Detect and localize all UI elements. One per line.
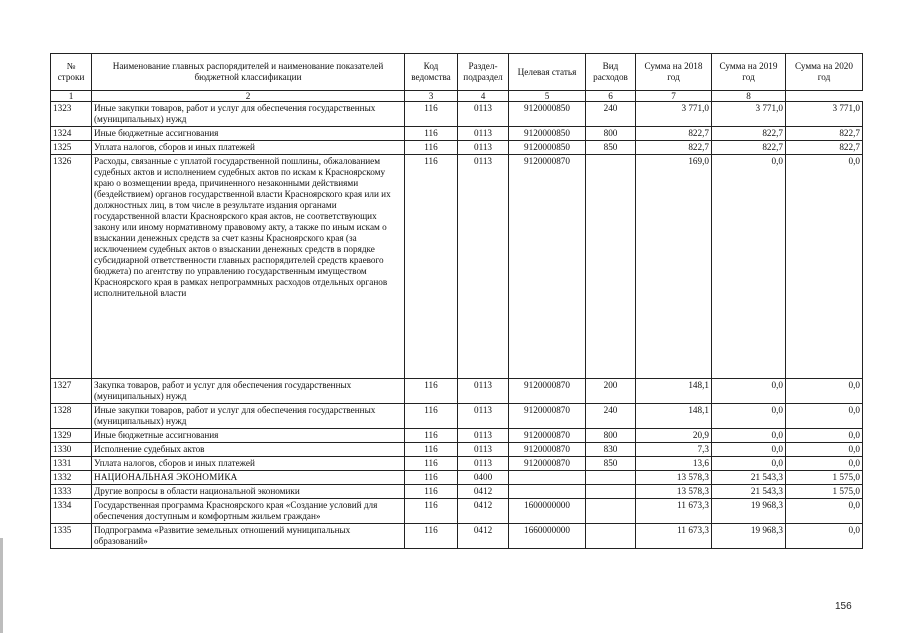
header-department-code: Код ведомства xyxy=(405,54,458,91)
row-name: Другие вопросы в области национальной экономики xyxy=(92,485,405,499)
row-sum-2018: 13 578,3 xyxy=(636,471,712,485)
row-sum-2018: 11 673,3 xyxy=(636,524,712,549)
row-sum-2020: 0,0 xyxy=(786,404,863,429)
row-target-article: 9120000870 xyxy=(509,457,586,471)
row-number: 1328 xyxy=(51,404,92,429)
row-number: 1327 xyxy=(51,379,92,404)
table-row xyxy=(51,499,863,524)
row-target-article: 1660000000 xyxy=(509,524,586,549)
row-sum-2018: 169,0 xyxy=(636,155,712,379)
row-section: 0113 xyxy=(458,404,509,429)
row-sum-2018: 13,6 xyxy=(636,457,712,471)
table-row xyxy=(51,155,863,379)
row-expense-type: 240 xyxy=(586,404,636,429)
row-sum-2019: 0,0 xyxy=(712,429,786,443)
table-row xyxy=(51,443,863,457)
row-section: 0412 xyxy=(458,485,509,499)
table-row xyxy=(51,485,863,499)
row-sum-2019: 19 968,3 xyxy=(712,499,786,524)
row-section: 0113 xyxy=(458,127,509,141)
row-name: Иные закупки товаров, работ и услуг для обеспечения государственных (муниципальных) нужд xyxy=(92,102,405,127)
row-department-code: 116 xyxy=(405,443,458,457)
table-row xyxy=(51,102,863,127)
row-sum-2019: 3 771,0 xyxy=(712,102,786,127)
row-number: 1332 xyxy=(51,471,92,485)
row-expense-type xyxy=(586,524,636,549)
header-sum-2019: Сумма на 2019 год xyxy=(712,54,786,91)
row-name: Уплата налогов, сборов и иных платежей xyxy=(92,141,405,155)
row-sum-2018: 148,1 xyxy=(636,404,712,429)
row-expense-type: 850 xyxy=(586,457,636,471)
row-sum-2018: 3 771,0 xyxy=(636,102,712,127)
row-section: 0113 xyxy=(458,429,509,443)
row-sum-2020: 1 575,0 xyxy=(786,471,863,485)
row-sum-2020: 0,0 xyxy=(786,499,863,524)
row-expense-type xyxy=(586,499,636,524)
row-department-code: 116 xyxy=(405,379,458,404)
row-name: Иные бюджетные ассигнования xyxy=(92,429,405,443)
row-sum-2020: 0,0 xyxy=(786,429,863,443)
row-sum-2018: 20,9 xyxy=(636,429,712,443)
row-sum-2019: 0,0 xyxy=(712,379,786,404)
row-section: 0113 xyxy=(458,457,509,471)
row-number: 1331 xyxy=(51,457,92,471)
row-target-article: 9120000870 xyxy=(509,155,586,379)
row-section: 0113 xyxy=(458,102,509,127)
row-department-code: 116 xyxy=(405,499,458,524)
table-row xyxy=(51,429,863,443)
row-sum-2020: 822,7 xyxy=(786,141,863,155)
row-section: 0113 xyxy=(458,443,509,457)
table-header-row xyxy=(51,54,863,91)
row-expense-type xyxy=(586,485,636,499)
row-section: 0412 xyxy=(458,524,509,549)
row-department-code: 116 xyxy=(405,155,458,379)
column-number: 1 xyxy=(51,91,92,102)
table-row xyxy=(51,524,863,549)
row-expense-type: 200 xyxy=(586,379,636,404)
row-number: 1325 xyxy=(51,141,92,155)
header-row-number: № строки xyxy=(51,54,92,91)
row-target-article: 9120000850 xyxy=(509,102,586,127)
row-target-article: 9120000870 xyxy=(509,443,586,457)
row-name: Иные закупки товаров, работ и услуг для обеспечения государственных (муниципальных) нужд xyxy=(92,404,405,429)
row-sum-2019: 0,0 xyxy=(712,457,786,471)
column-number: 7 xyxy=(636,91,712,102)
row-target-article xyxy=(509,471,586,485)
row-sum-2019: 822,7 xyxy=(712,141,786,155)
row-expense-type: 830 xyxy=(586,443,636,457)
row-target-article xyxy=(509,485,586,499)
row-sum-2018: 822,7 xyxy=(636,141,712,155)
row-section: 0412 xyxy=(458,499,509,524)
row-number: 1335 xyxy=(51,524,92,549)
header-sum-2018: Сумма на 2018 год xyxy=(636,54,712,91)
row-expense-type: 800 xyxy=(586,429,636,443)
header-expense-type: Вид расходов xyxy=(586,54,636,91)
row-expense-type: 850 xyxy=(586,141,636,155)
row-name: НАЦИОНАЛЬНАЯ ЭКОНОМИКА xyxy=(92,471,405,485)
row-sum-2020: 0,0 xyxy=(786,155,863,379)
row-section: 0113 xyxy=(458,155,509,379)
row-sum-2020: 0,0 xyxy=(786,457,863,471)
row-name: Государственная программа Красноярского края «Создание условий для обеспечения доступным и комфортным жильем граждан» xyxy=(92,499,405,524)
table-row xyxy=(51,457,863,471)
row-department-code: 116 xyxy=(405,471,458,485)
row-section: 0400 xyxy=(458,471,509,485)
column-number: 8 xyxy=(712,91,786,102)
row-expense-type: 800 xyxy=(586,127,636,141)
row-target-article: 9120000870 xyxy=(509,404,586,429)
row-name: Исполнение судебных актов xyxy=(92,443,405,457)
row-section: 0113 xyxy=(458,379,509,404)
row-number: 1326 xyxy=(51,155,92,379)
row-sum-2018: 822,7 xyxy=(636,127,712,141)
row-sum-2020: 1 575,0 xyxy=(786,485,863,499)
row-department-code: 116 xyxy=(405,524,458,549)
row-sum-2018: 148,1 xyxy=(636,379,712,404)
row-department-code: 116 xyxy=(405,141,458,155)
row-department-code: 116 xyxy=(405,429,458,443)
header-name: Наименование главных распорядителей и наименование показателей бюджетной классификации xyxy=(92,54,405,91)
row-target-article: 9120000870 xyxy=(509,429,586,443)
scan-edge-mark xyxy=(0,538,3,633)
header-sum-2020: Сумма на 2020 год xyxy=(786,54,863,91)
row-expense-type xyxy=(586,471,636,485)
row-sum-2018: 7,3 xyxy=(636,443,712,457)
row-department-code: 116 xyxy=(405,404,458,429)
row-name: Расходы, связанные с уплатой государственной пошлины, обжалованием судебных актов и исполнением судебных актов по искам к Красноярскому краю о возмещении вреда, причиненного незаконными действиями (бездействием) органов государственной власти Красноярского края или их должностных лиц, в том числе в результате издания органами государственной власти Красноярского края актов, не соответствующих закону или иному нормативному правовому акту, а также по иным искам о взыскании денежных средств за счет казны Красноярского края (за исключением судебных актов о взыскании денежных средств в порядке субсидиарной ответственности главных распорядителей средств краевого бюджета) по агентству по управлению государственным имуществом Красноярского края в рамках непрограммных расходов отдельных органов исполнительной власти xyxy=(92,155,405,379)
row-sum-2019: 0,0 xyxy=(712,443,786,457)
budget-table xyxy=(50,53,863,549)
row-expense-type: 240 xyxy=(586,102,636,127)
table-row xyxy=(51,127,863,141)
column-number: 6 xyxy=(586,91,636,102)
row-number: 1324 xyxy=(51,127,92,141)
row-sum-2020: 0,0 xyxy=(786,524,863,549)
header-target-article: Целевая статья xyxy=(509,54,586,91)
row-sum-2019: 0,0 xyxy=(712,155,786,379)
row-name: Закупка товаров, работ и услуг для обеспечения государственных (муниципальных) нужд xyxy=(92,379,405,404)
row-sum-2018: 11 673,3 xyxy=(636,499,712,524)
row-sum-2020: 0,0 xyxy=(786,379,863,404)
row-number: 1323 xyxy=(51,102,92,127)
column-number: 5 xyxy=(509,91,586,102)
column-number: 4 xyxy=(458,91,509,102)
row-sum-2020: 822,7 xyxy=(786,127,863,141)
row-sum-2018: 13 578,3 xyxy=(636,485,712,499)
table-row xyxy=(51,471,863,485)
row-department-code: 116 xyxy=(405,485,458,499)
page-number: 156 xyxy=(835,601,852,612)
column-number-row xyxy=(51,91,863,102)
row-number: 1329 xyxy=(51,429,92,443)
row-target-article: 9120000850 xyxy=(509,127,586,141)
row-name: Уплата налогов, сборов и иных платежей xyxy=(92,457,405,471)
column-number: 2 xyxy=(92,91,405,102)
row-name: Иные бюджетные ассигнования xyxy=(92,127,405,141)
row-sum-2020: 0,0 xyxy=(786,443,863,457)
row-number: 1334 xyxy=(51,499,92,524)
row-sum-2019: 21 543,3 xyxy=(712,485,786,499)
row-name: Подпрограмма «Развитие земельных отношений муниципальных образований» xyxy=(92,524,405,549)
row-sum-2019: 21 543,3 xyxy=(712,471,786,485)
row-expense-type xyxy=(586,155,636,379)
table-row xyxy=(51,379,863,404)
row-department-code: 116 xyxy=(405,457,458,471)
row-number: 1330 xyxy=(51,443,92,457)
row-sum-2020: 3 771,0 xyxy=(786,102,863,127)
row-target-article: 9120000870 xyxy=(509,379,586,404)
row-number: 1333 xyxy=(51,485,92,499)
row-department-code: 116 xyxy=(405,102,458,127)
row-department-code: 116 xyxy=(405,127,458,141)
row-sum-2019: 822,7 xyxy=(712,127,786,141)
row-target-article: 1600000000 xyxy=(509,499,586,524)
row-section: 0113 xyxy=(458,141,509,155)
row-target-article: 9120000850 xyxy=(509,141,586,155)
row-sum-2019: 19 968,3 xyxy=(712,524,786,549)
header-section: Раздел-подраздел xyxy=(458,54,509,91)
column-number: 3 xyxy=(405,91,458,102)
table-row xyxy=(51,404,863,429)
table-row xyxy=(51,141,863,155)
row-sum-2019: 0,0 xyxy=(712,404,786,429)
